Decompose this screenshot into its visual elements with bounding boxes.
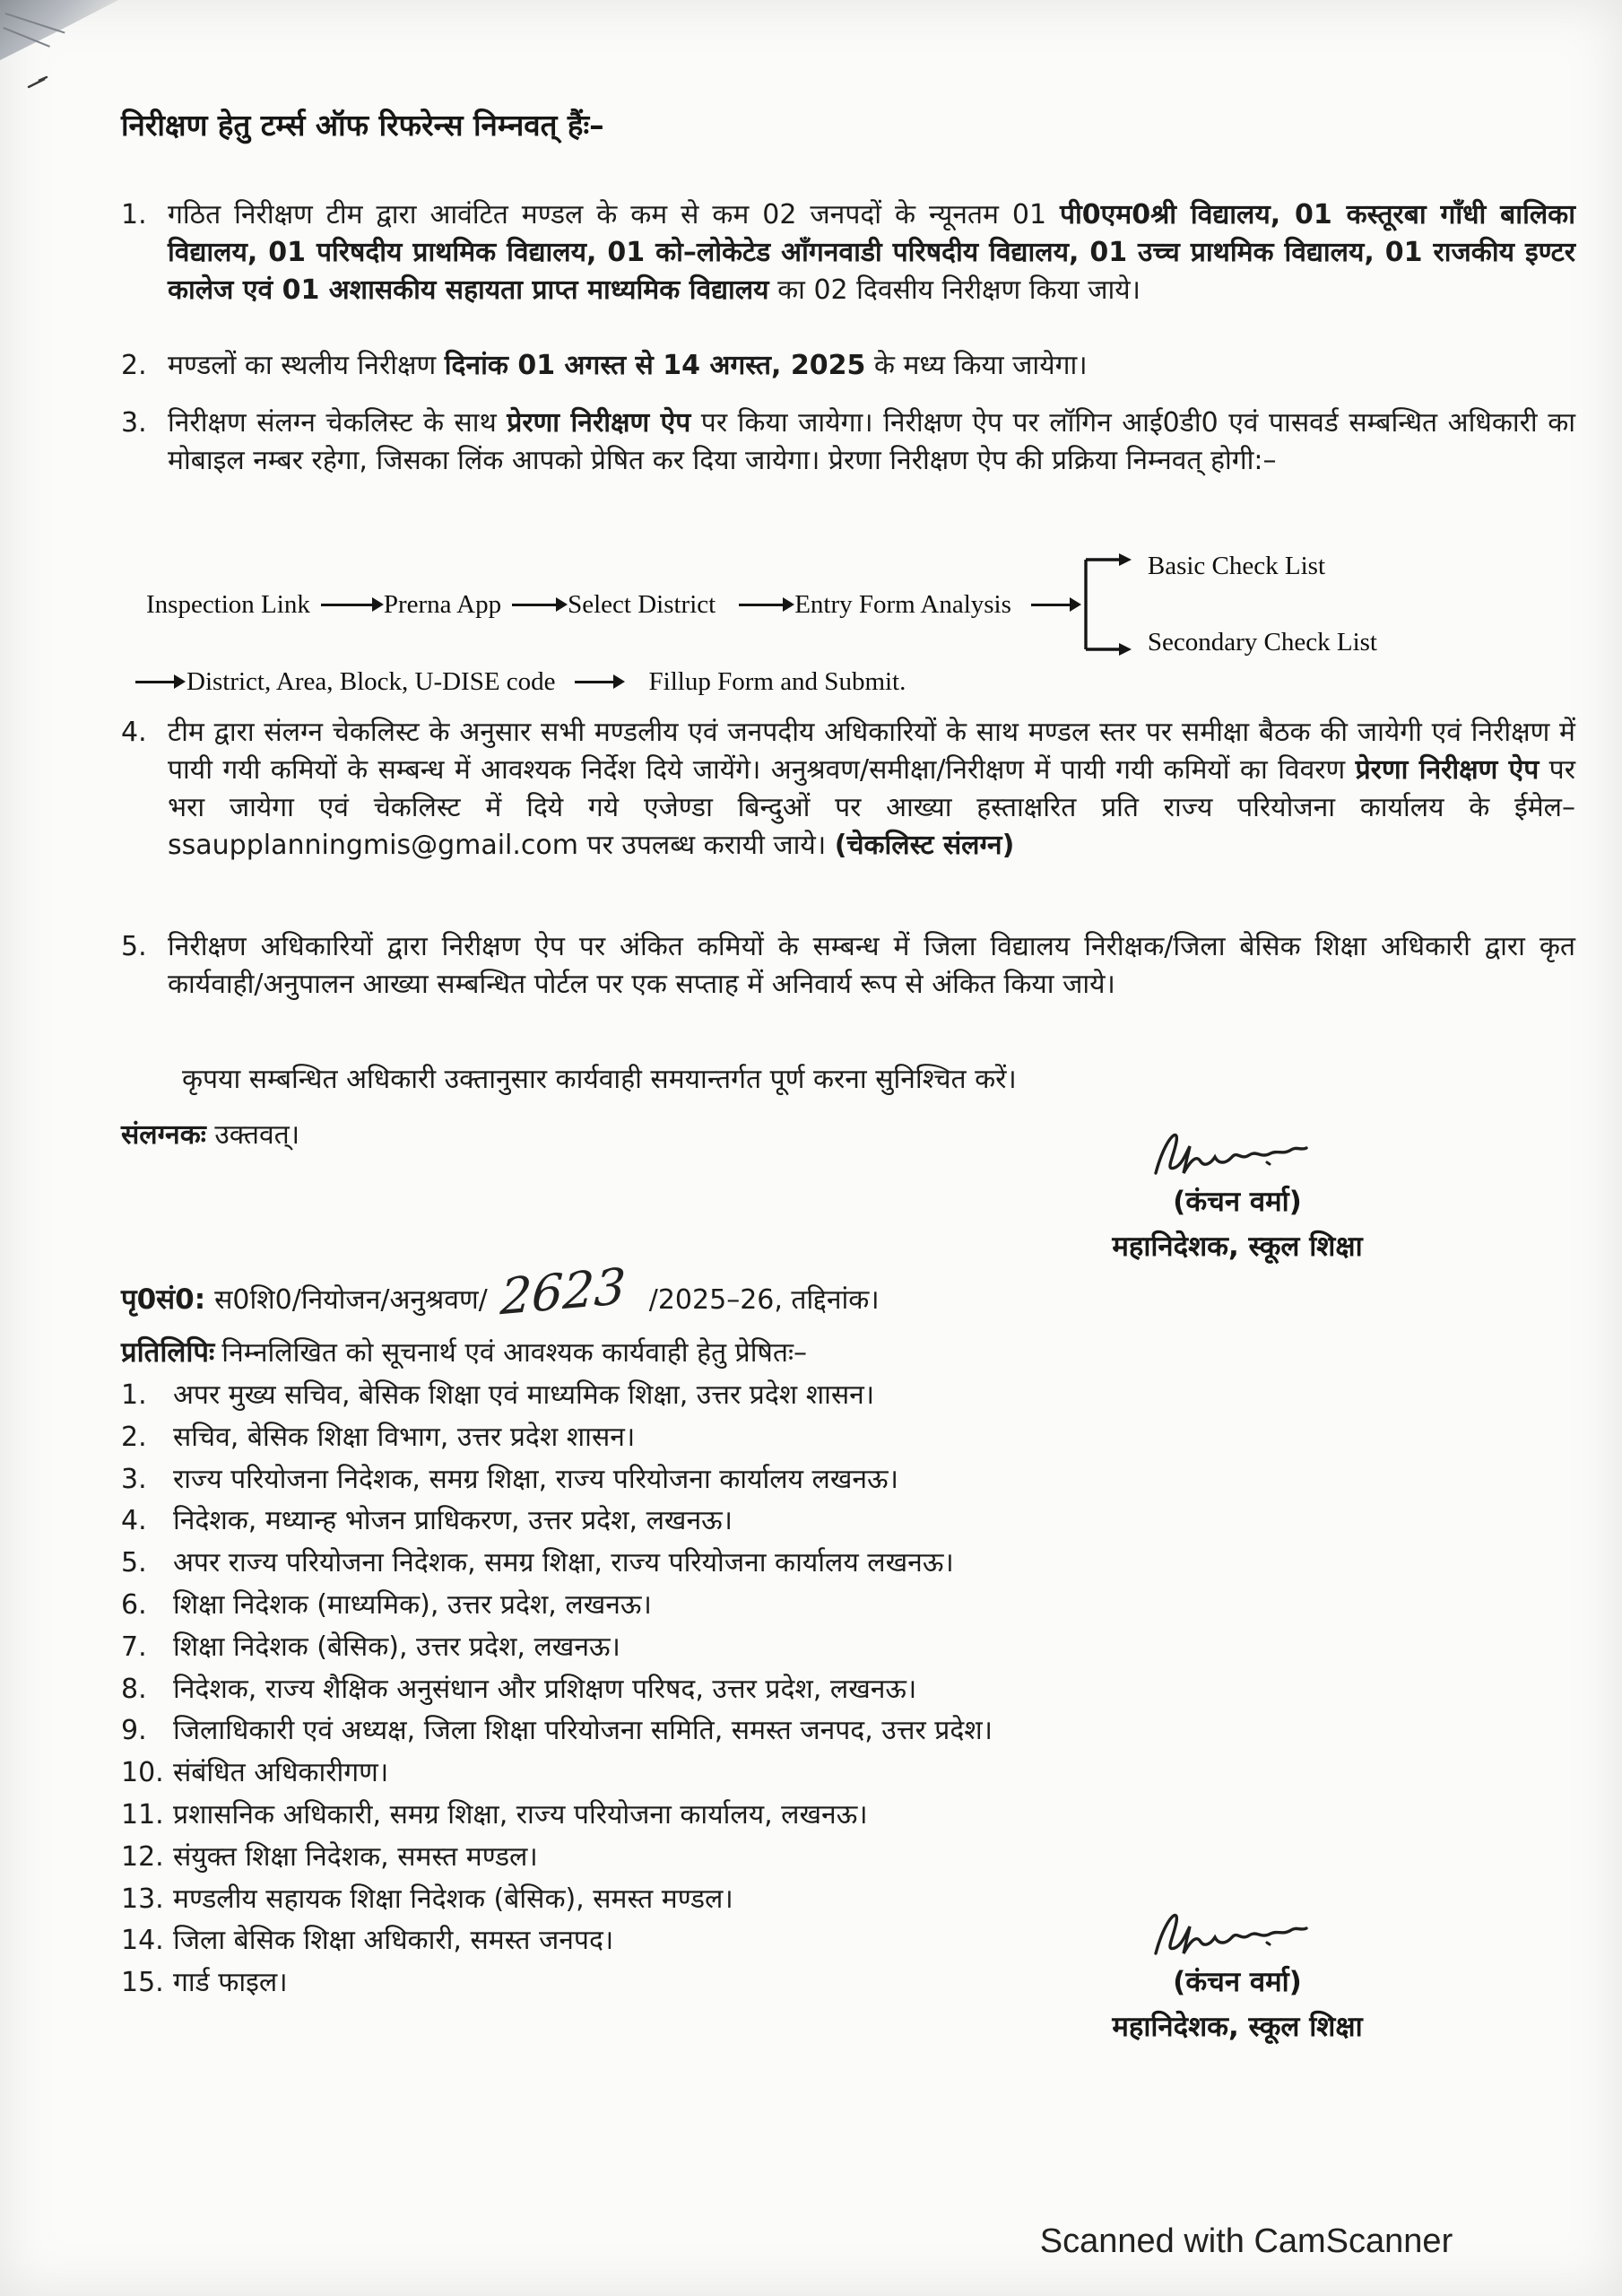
- reference-label: पृ0सं0:: [121, 1283, 206, 1316]
- term-text: मण्डलों का स्थलीय निरीक्षण दिनांक 01 अगस्त से 14 अगस्त, 2025 के मध्य किया जायेगा।: [168, 350, 1088, 381]
- cc-item-text: निदेशक, राज्य शैक्षिक अनुसंधान और प्रशिक्षण परिषद, उत्तर प्रदेश, लखनऊ।: [173, 1673, 917, 1705]
- flowchart-second-row: [135, 667, 906, 697]
- term-number: 3.: [121, 407, 147, 439]
- flowchart-node-basic-check-list: Basic Check List: [1147, 552, 1326, 580]
- cc-item-text: सचिव, बेसिक शिक्षा विभाग, उत्तर प्रदेश शासन।: [173, 1421, 636, 1453]
- cc-item-number: 6.: [121, 1588, 147, 1621]
- enclosure-label: संलग्नकः: [121, 1119, 206, 1151]
- flowchart-node-prerna-app: Prerna App: [383, 589, 502, 619]
- closing-request-line: कृपया सम्बन्धित अधिकारी उक्तानुसार कार्यवाही समयान्तर्गत पूर्ण करना सुनिश्चित करें।: [182, 1064, 1017, 1095]
- cc-item-number: 14.: [121, 1925, 164, 1957]
- cc-item-number: 8.: [121, 1673, 147, 1705]
- scan-fold-artifact: [0, 0, 118, 70]
- cc-list-item: [121, 1378, 1575, 1420]
- term-item-1: [121, 196, 1575, 309]
- flowchart-node-fillup-form-submit: Fillup Form and Submit.: [648, 667, 906, 696]
- reference-text: स0शि0/नियोजन/अनुश्रवण/: [214, 1284, 488, 1316]
- term-text: गठित निरीक्षण टीम द्वारा आवंटित मण्डल के कम से कम 02 जनपदों के न्यूनतम 01 पी0एम0श्री विद्यालय, 01 कस्तूरबा गाँधी बालिका विद्यालय, 01 परिषदीय प्राथमिक विद्यालय, 01 को–लोकेटेड आँगनवाडी परिषदीय विद्यालय, 01 उच्च प्राथमिक विद्यालय, 01 राजकीय इण्टर कालेज एवं 01 अशासकीय सहायता प्राप्त माध्यमिक विद्यालय का 02 दिवसीय निरीक्षण किया जाये।: [168, 199, 1575, 306]
- arrow-right-icon: [575, 681, 614, 683]
- arrow-right-icon: [512, 604, 557, 606]
- flowchart-node-inspection-link: Inspection Link: [146, 589, 310, 619]
- term-number: 1.: [121, 199, 147, 230]
- term-item-2: [121, 347, 1575, 385]
- term-text: निरीक्षण संलग्न चेकलिस्ट के साथ प्रेरणा निरीक्षण ऐप पर किया जायेगा। निरीक्षण ऐप पर लॉगिन आई0डी0 एवं पासवर्ड सम्बन्धित अधिकारी का मोबाइल नम्बर रहेगा, जिसका लिंक आपको प्रेषित कर दिया जायेगा। प्रेरणा निरीक्षण ऐप की प्रक्रिया निम्नवत् होगी:–: [168, 407, 1576, 476]
- signatory-designation: महानिदेशक, स्कूल शिक्षा: [1112, 1231, 1363, 1263]
- cc-item-number: 2.: [121, 1421, 147, 1453]
- cc-item-number: 11.: [121, 1798, 164, 1831]
- term-text: निरीक्षण अधिकारियों द्वारा निरीक्षण ऐप पर अंकित कमियों के सम्बन्ध में जिला विद्यालय निरीक्षक/जिला बेसिक शिक्षा अधिकारी द्वारा कृत कार्यवाही/अनुपालन आख्या सम्बन्धित पोर्टल पर एक सप्ताह में अनिवार्य रूप से अंकित किया जाये।: [168, 931, 1575, 1000]
- cc-list-item: [121, 1503, 1575, 1545]
- enclosure-text: उक्तवत्।: [205, 1119, 300, 1151]
- arrow-right-icon: [135, 681, 175, 683]
- cc-item-text: संबंधित अधिकारीगण।: [173, 1757, 389, 1789]
- cc-list-item: [121, 1462, 1575, 1504]
- cc-list-item: [121, 1420, 1575, 1462]
- flowchart-node-select-district: Select District: [568, 589, 716, 619]
- prerna-app-process-flowchart: [121, 536, 1583, 716]
- cc-item-text: शिक्षा निदेशक (बेसिक), उत्तर प्रदेश, लखनऊ।: [173, 1631, 620, 1663]
- cc-item-number: 1.: [121, 1379, 147, 1411]
- handwritten-signature: [1134, 1901, 1340, 1961]
- signature-block-top: [968, 1121, 1506, 1265]
- signatory-name: (कंचन वर्मा): [1173, 1186, 1302, 1218]
- cc-item-text: मण्डलीय सहायक शिक्षा निदेशक (बेसिक), समस्त मण्डल।: [173, 1883, 733, 1915]
- cc-item-text: जिला बेसिक शिक्षा अधिकारी, समस्त जनपद।: [173, 1925, 614, 1957]
- cc-list-item: [121, 1797, 1575, 1839]
- arrow-right-icon: [1031, 604, 1071, 606]
- cc-list-item: [121, 1587, 1575, 1630]
- flowchart-node-secondary-check-list: Secondary Check List: [1147, 628, 1377, 657]
- copy-text: निम्नलिखित को सूचनार्थ एवं आवश्यक कार्यवाही हेतु प्रेषितः–: [221, 1337, 808, 1369]
- cc-item-text: अपर राज्य परियोजना निदेशक, समग्र शिक्षा, राज्य परियोजना कार्यालय लखनऊ।: [173, 1547, 954, 1579]
- flowchart-main-row: [146, 552, 1377, 657]
- enclosure-line: [121, 1115, 299, 1152]
- term-number: 5.: [121, 931, 147, 962]
- copy-label: प्रतिलिपिः: [121, 1336, 215, 1369]
- term-number: 4.: [121, 717, 147, 748]
- camscanner-watermark: Scanned with CamScanner: [1039, 2222, 1453, 2260]
- cc-list-item: [121, 1672, 1575, 1714]
- term-text: टीम द्वारा संलग्न चेकलिस्ट के अनुसार सभी मण्डलीय एवं जनपदीय अधिकारियों के साथ मण्डल स्तर पर समीक्षा बैठक की जायेगी एवं निरीक्षण में पायी गयी कमियों के सम्बन्ध में आवश्यक निर्देश दिये जायेंगे। अनुश्रवण/समीक्षा/निरीक्षण में पायी गयी कमियों का विवरण प्रेरणा निरीक्षण ऐप पर भरा जायेगा एवं चेकलिस्ट में दिये गये एजेण्डा बिन्दुओं पर आख्या हस्ताक्षरित प्रति राज्य परियोजना कार्यालय के ईमेल– ssaupplanningmis@gmail.com पर उपलब्ध करायी जाये। (चेकलिस्ट संलग्न): [168, 717, 1575, 861]
- arrow-right-icon: [321, 604, 373, 606]
- cc-item-text: निदेशक, मध्यान्ह भोजन प्राधिकरण, उत्तर प्रदेश, लखनऊ।: [173, 1505, 733, 1537]
- cc-item-text: अपर मुख्य सचिव, बेसिक शिक्षा एवं माध्यमिक शिक्षा, उत्तर प्रदेश शासन।: [173, 1379, 875, 1411]
- branch-bracket: [1081, 552, 1137, 657]
- cc-item-number: 3.: [121, 1463, 147, 1495]
- signatory-designation: महानिदेशक, स्कूल शिक्षा: [1112, 2011, 1363, 2043]
- signature-block-bottom: [968, 1901, 1506, 2045]
- cc-item-number: 13.: [121, 1883, 164, 1915]
- page-title: निरीक्षण हेतु टर्म्स ऑफ रिफरेन्स निम्नवत् हैंः–: [121, 108, 604, 143]
- cc-item-text: शिक्षा निदेशक (माध्यमिक), उत्तर प्रदेश, लखनऊ।: [173, 1588, 652, 1621]
- arrow-right-icon: [739, 604, 784, 606]
- term-item-5: [121, 928, 1575, 1004]
- cc-item-number: 15.: [121, 1967, 164, 1999]
- reference-suffix: /2025–26, तद्दिनांक।: [648, 1284, 880, 1316]
- cc-item-number: 4.: [121, 1505, 147, 1537]
- cc-item-number: 9.: [121, 1715, 147, 1747]
- cc-item-number: 7.: [121, 1631, 147, 1663]
- term-number: 2.: [121, 350, 147, 381]
- cc-item-number: 12.: [121, 1840, 164, 1873]
- cc-list-item: [121, 1755, 1575, 1797]
- cc-list-item: [121, 1839, 1575, 1882]
- cc-item-number: 10.: [121, 1757, 164, 1789]
- cc-item-number: 5.: [121, 1547, 147, 1579]
- cc-item-text: प्रशासनिक अधिकारी, समग्र शिक्षा, राज्य परियोजना कार्यालय, लखनऊ।: [173, 1798, 868, 1831]
- flowchart-node-entry-form-analysis: Entry Form Analysis: [794, 589, 1011, 619]
- cc-item-text: राज्य परियोजना निदेशक, समग्र शिक्षा, राज्य परियोजना कार्यालय लखनऊ।: [173, 1463, 898, 1495]
- handwritten-dispatch-number: 2623: [499, 1257, 628, 1326]
- flowchart-node-district-area-block: District, Area, Block, U-DISE code: [186, 667, 556, 696]
- term-item-4: [121, 714, 1575, 865]
- reference-number-line: [121, 1257, 880, 1326]
- cc-list-item: [121, 1630, 1575, 1672]
- cc-list-item: [121, 1545, 1575, 1587]
- cc-item-text: गार्ड फाइल।: [173, 1967, 288, 1999]
- flowchart-branches: [1148, 552, 1377, 657]
- term-item-3: [121, 404, 1575, 480]
- signatory-name: (कंचन वर्मा): [1173, 1966, 1302, 1998]
- cc-item-text: संयुक्त शिक्षा निदेशक, समस्त मण्डल।: [173, 1840, 538, 1873]
- cc-item-text: जिलाधिकारी एवं अध्यक्ष, जिला शिक्षा परियोजना समिति, समस्त जनपद, उत्तर प्रदेश।: [173, 1715, 993, 1747]
- pen-mark-artifact: [27, 75, 50, 90]
- cc-list-item: [121, 1713, 1575, 1755]
- copy-to-line: [121, 1333, 807, 1370]
- handwritten-signature: [1134, 1121, 1340, 1180]
